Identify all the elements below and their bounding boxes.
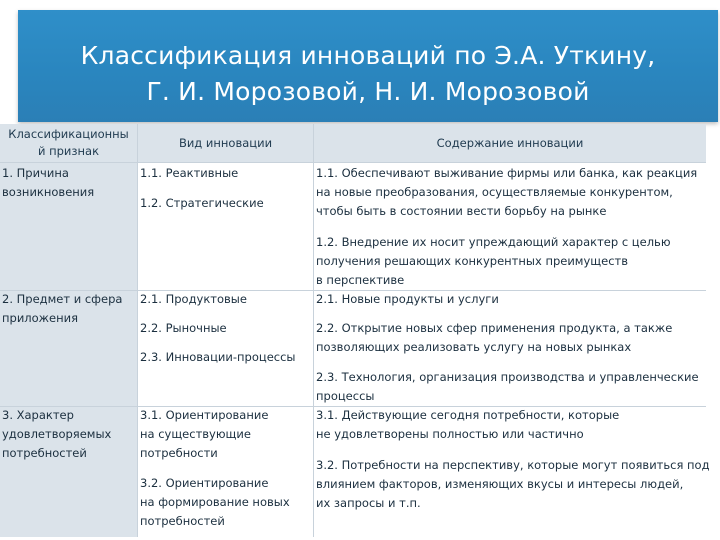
feature-line: 3. Характер (2, 408, 74, 422)
header-type: Вид инновации (178, 136, 273, 150)
content-cell (316, 290, 499, 309)
type-cell (140, 406, 268, 463)
content-cell (316, 406, 619, 444)
feature-line: возникновения (2, 185, 95, 199)
feature-line: 1. Причина (2, 166, 69, 180)
feature-cell (2, 290, 122, 328)
feature-line: 2. Предмет и сфера (2, 292, 123, 306)
feature-line: приложения (2, 311, 79, 325)
row-divider (0, 162, 706, 163)
feature-line: удовлетворяемых (2, 427, 112, 441)
type-line: 3.2. Ориентирование (140, 476, 269, 490)
type-line: 2.3. Инновации-процессы (140, 350, 296, 364)
type-cell (140, 164, 238, 183)
header-content: Содержание инновации (436, 136, 584, 150)
content-line: 2.2. Открытие новых сфер применения продукта, а также (316, 321, 673, 335)
content-line: 3.2. Потребности на перспективу, которые могут появиться под (316, 458, 710, 472)
slide-title (18, 38, 718, 110)
type-line: 1.2. Стратегические (140, 196, 264, 210)
content-line: в перспективе (316, 273, 405, 287)
content-line: не удовлетворены полностью или частично (316, 427, 584, 441)
feature-column-bg (0, 162, 137, 537)
type-line: 2.1. Продуктовые (140, 292, 247, 306)
header-feature-line-2: й признак (37, 144, 100, 158)
content-cell (316, 319, 672, 357)
content-cell (316, 233, 671, 290)
content-cell (316, 368, 699, 406)
type-cell (140, 290, 247, 309)
content-line: на новые преобразования, осуществляемые конкурентом, (316, 185, 673, 199)
type-line: 1.1. Реактивные (140, 166, 239, 180)
type-line: на существующие (140, 427, 251, 441)
type-line: потребности (140, 446, 218, 460)
content-line: 1.1. Обеспечивают выживание фирмы или банка, как реакция (316, 166, 698, 180)
type-cell (140, 194, 264, 213)
content-line: 2.3. Технология, организация производства и управленческие (316, 370, 699, 384)
slide-title-line-1: Классификация инноваций по Э.А. Уткину, (80, 41, 656, 70)
feature-line: потребностей (2, 446, 87, 460)
content-line: позволяющих реализовать услугу на новых рынках (316, 340, 632, 354)
type-line: потребностей (140, 514, 225, 528)
type-cell (140, 348, 296, 367)
type-cell (140, 319, 227, 338)
content-line: 2.1. Новые продукты и услуги (316, 292, 499, 306)
content-line: 1.2. Внедрение их носит упреждающий характер с целью (316, 235, 671, 249)
content-line: процессы (316, 389, 375, 403)
type-cell (140, 474, 290, 531)
classification-table (0, 124, 710, 537)
type-line: на формирование новых (140, 495, 290, 509)
content-line: влиянием факторов, изменяющих вкусы и интересы людей, (316, 477, 684, 491)
content-cell (316, 456, 710, 513)
content-line: чтобы быть в состоянии вести борьбу на рынке (316, 204, 607, 218)
column-divider (137, 124, 138, 537)
column-divider (313, 124, 314, 537)
slide-title-line-2: Г. И. Морозовой, Н. И. Морозовой (146, 77, 590, 106)
type-line: 3.1. Ориентирование (140, 408, 269, 422)
header-feature (0, 126, 137, 160)
type-line: 2.2. Рыночные (140, 321, 227, 335)
feature-cell (2, 406, 111, 463)
content-cell (316, 164, 697, 221)
header-feature-line-1: Классификационны (8, 127, 129, 141)
content-line: их запросы и т.п. (316, 496, 421, 510)
content-line: 3.1. Действующие сегодня потребности, которые (316, 408, 620, 422)
content-line: получения решающих конкурентных преимуществ (316, 254, 628, 268)
feature-cell (2, 164, 94, 202)
